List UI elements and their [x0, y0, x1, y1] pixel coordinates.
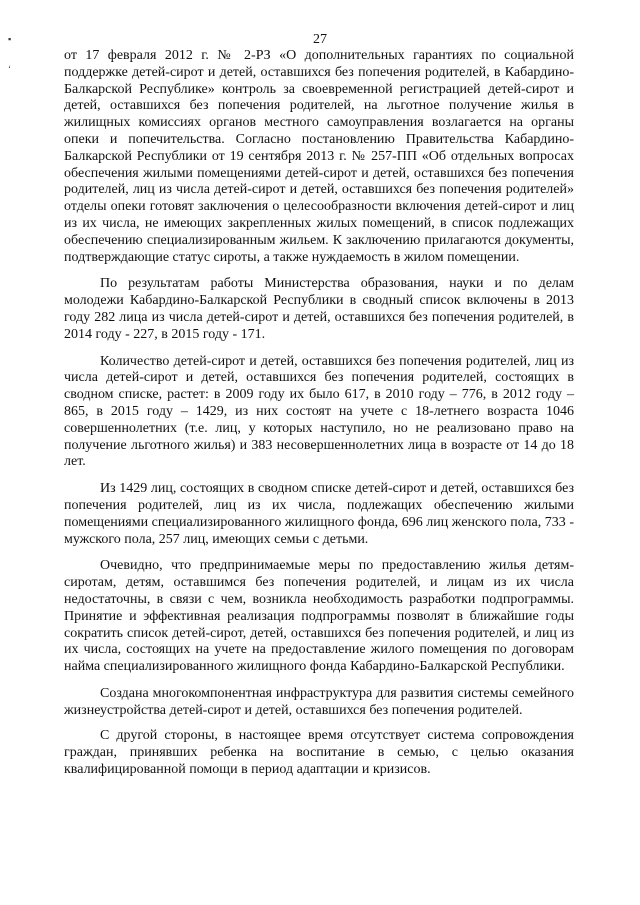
paragraph-continuation: от 17 февраля 2012 г. № 2-РЗ «О дополнительных гарантиях по социальной поддержке детей-сирот и детей, оставшихся без попечения родителей, в Кабардино-Балкарской Республике» контроль за своевременной регистрацией детей-сирот и детей, оставшихся без попечения родителей, на льготное получение жилья в жилищных комиссиях органов местного самоуправления возлагается на органы опеки и попечительства. Согласно постановлению Правительства Кабардино-Балкарской Республики от 19 сентября 2013 г. № 257-ПП «Об отдельных вопросах обеспечения жилыми помещениями детей-сирот и детей, оставшихся без попечения родителей, лиц из числа детей-сирот и детей, оставшихся без попечения родителей» отделы опеки готовят заключения о целесообразности включения детей-сирот и лиц из их числа, не имеющих закрепленных жилых помещений, в список подлежащих обеспечению специализированным жильем. К заключению прилагаются документы, подтверждающие статус сироты, а также нуждаемость в жилом помещении.	[64, 48, 574, 265]
document-body	[64, 48, 574, 789]
paragraph-orphan-count: Количество детей-сирот и детей, оставшихся без попечения родителей, лиц из числа детей-сирот и детей, оставшихся без попечения родителей, состоящих в сводном списке, растет: в 2009 году их было 617, в 2010 году – 776, в 2012 году – 865, в 2015 году – 1429, из них состоят на учете с 18-летнего возраста 1046 совершеннолетних (т.е. лиц, у которых наступило, но не реализовано право на получение льготного жилья) и 383 несовершеннолетних лица в возрасте от 14 до 18 лет.	[64, 353, 574, 470]
paragraph-subprogram-need: Очевидно, что предпринимаемые меры по предоставлению жилья детям-сиротам, детям, оставшимся без попечения родителей, и лицам из их числа недостаточны, в связи с чем, возникла необходимость разработки подпрограммы. Принятие и эффективная реализация подпрограммы позволят в ближайшие годы сократить список детей-сирот, детей, оставшихся без попечения родителей, и лиц из их числа, состоящих на учете на предоставление жилого помещения по договорам найма специализированного жилищного фонда Кабардино-Балкарской Республики.	[64, 558, 574, 675]
margin-mark: ʻ	[8, 64, 11, 74]
paragraph-infrastructure: Создана многокомпонентная инфраструктура для развития системы семейного жизнеустройства детей-сирот и детей, оставшихся без попечения родителей.	[64, 685, 574, 718]
paragraph-support-system: С другой стороны, в настоящее время отсутствует система сопровождения граждан, принявших ребенка на воспитание в семью, с целью оказания квалифицированной помощи в период адаптации и кризисов.	[64, 728, 574, 778]
paragraph-ministry-results: По результатам работы Министерства образования, науки и по делам молодежи Кабардино-Балкарской Республики в сводный список включены в 2013 году 282 лица из числа детей-сирот и детей, оставшихся без попечения родителей, в 2014 году - 227, в 2015 году - 171.	[64, 276, 574, 342]
paragraph-list-breakdown: Из 1429 лиц, состоящих в сводном списке детей-сирот и детей, оставшихся без попечения родителей, лиц из их числа, подлежащих обеспечению жилыми помещениями специализированного жилищного фонда, 696 лиц женского пола, 733 - мужского пола, 257 лиц, имеющих семьи с детьми.	[64, 481, 574, 547]
page-number: 27	[313, 32, 327, 47]
margin-mark: ▪	[8, 34, 12, 44]
